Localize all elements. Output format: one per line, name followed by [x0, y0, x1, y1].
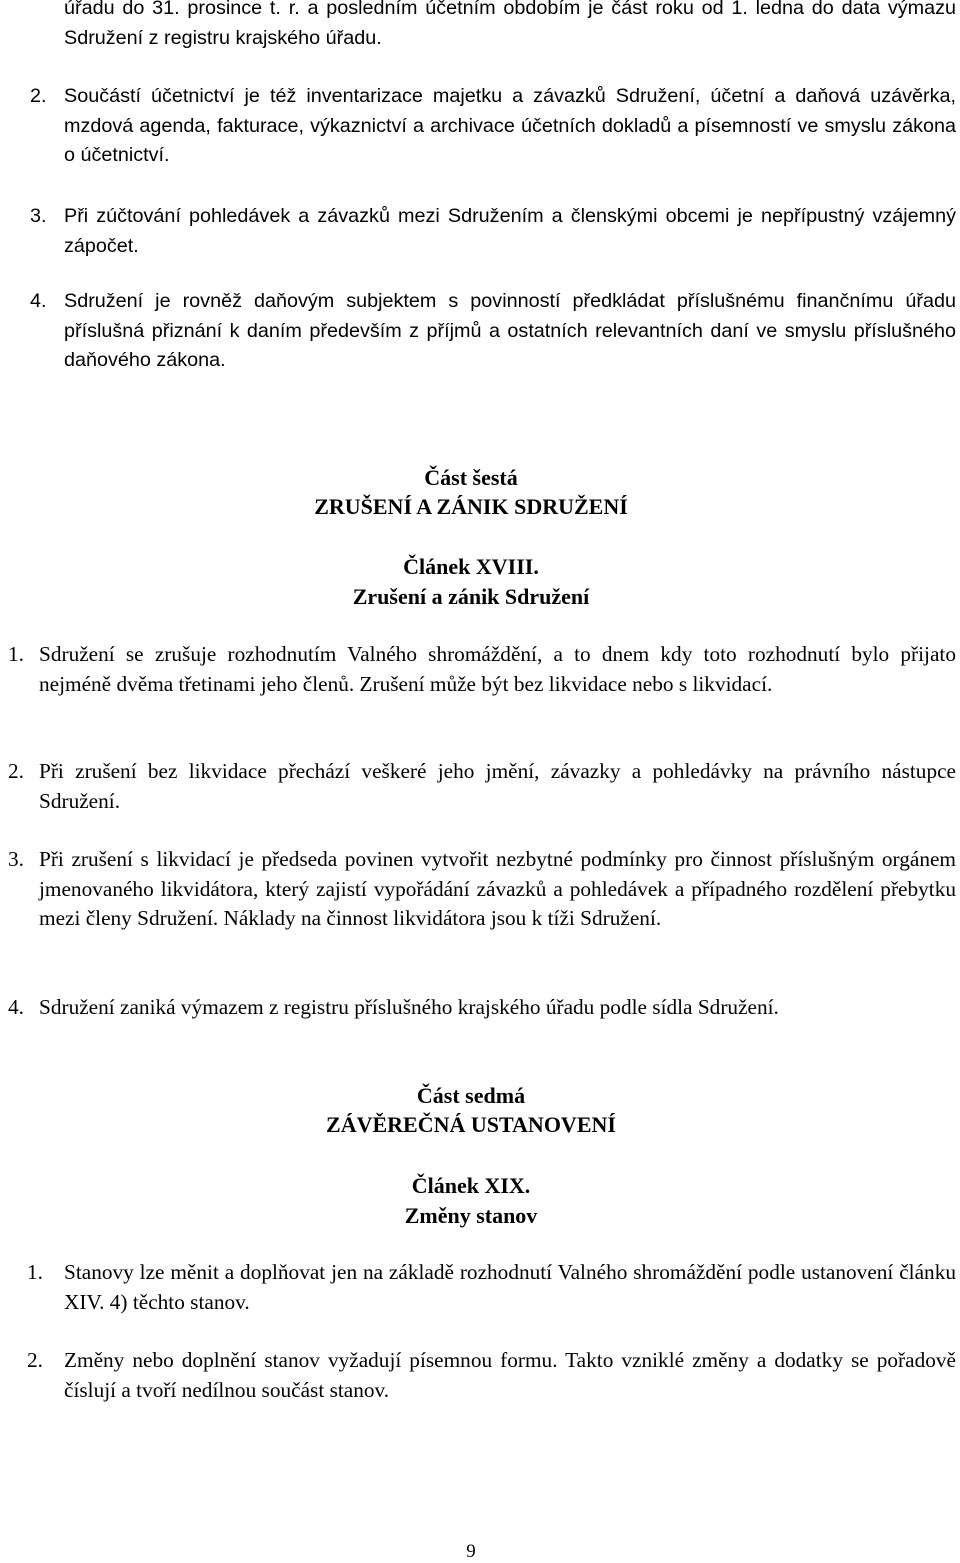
part-heading: Část šestá: [424, 465, 518, 490]
paragraph-text: Při zrušení bez likvidace přechází veškeré jeho jmění, závazky a pohledávky na právního nástupce Sdružení.: [39, 759, 956, 813]
item-number: 3.: [8, 847, 24, 871]
paragraph-continuation: [64, 0, 956, 53]
item-number: 1.: [27, 1260, 43, 1284]
paragraph-item: [27, 1258, 956, 1317]
paragraph-item: [8, 845, 956, 934]
paragraph-text: Při zrušení s likvidací je předseda povinen vytvořit nezbytné podmínky pro činnost příslušným orgánem jmenovaného likvidátora, který zajistí vypořádání závazků a pohledávek a případného rozdělení přebytku mezi členy Sdružení. Náklady na činnost likvidátora jsou k tíži Sdružení.: [39, 847, 956, 930]
article-title: Zrušení a zánik Sdružení: [352, 584, 590, 609]
part-title: ZÁVĚREČNÁ USTANOVENÍ: [326, 1112, 616, 1137]
paragraph-item: [30, 202, 956, 261]
item-number: 4.: [30, 290, 47, 312]
paragraph-text: Při zúčtování pohledávek a závazků mezi Sdružením a členskými obcemi je nepřípustný vzájemný zápočet.: [64, 205, 956, 257]
paragraph-item: [8, 640, 956, 699]
paragraph-text: Sdružení je rovněž daňovým subjektem s povinností předkládat příslušnému finančnímu úřadu příslušná přiznání k daním především z příjmů a ostatních relevantních daní ve smyslu příslušného daňového zákona.: [64, 290, 956, 371]
paragraph-text: Změny nebo doplnění stanov vyžadují písemnou formu. Takto vzniklé změny a dodatky se pořadově číslují a tvoří nedílnou součást stanov.: [64, 1348, 956, 1402]
paragraph-text: Sdružení se zrušuje rozhodnutím Valného shromáždění, a to dnem kdy toto rozhodnutí bylo přijato nejméně dvěma třetinami jeho členů. Zrušení může být bez likvidace nebo s likvidací.: [39, 642, 956, 696]
item-number: 4.: [8, 995, 24, 1019]
paragraph-item: [27, 1346, 956, 1405]
paragraph-item: [30, 287, 956, 376]
item-number: 2.: [8, 759, 24, 783]
paragraph-item: [8, 993, 956, 1023]
item-number: 1.: [8, 642, 24, 666]
paragraph-item: [30, 82, 956, 171]
item-number: 2.: [30, 85, 47, 107]
paragraph-text: úřadu do 31. prosince t. r. a posledním účetním obdobím je část roku od 1. ledna do data výmazu Sdružení z registru krajského úřadu.: [64, 0, 956, 49]
article-heading: Článek XIX.: [411, 1173, 531, 1198]
paragraph-item: [8, 757, 956, 816]
item-number: 2.: [27, 1348, 43, 1372]
part-title: ZRUŠENÍ A ZÁNIK SDRUŽENÍ: [314, 494, 628, 519]
paragraph-text: Sdružení zaniká výmazem z registru příslušného krajského úřadu podle sídla Sdružení.: [39, 995, 779, 1019]
item-number: 3.: [30, 205, 47, 227]
page-number: 9: [466, 1541, 476, 1562]
article-title: Změny stanov: [404, 1203, 538, 1228]
paragraph-text: Stanovy lze měnit a doplňovat jen na základě rozhodnutí Valného shromáždění podle ustanovení článku XIV. 4) těchto stanov.: [64, 1260, 956, 1314]
part-heading: Část sedmá: [416, 1083, 526, 1108]
article-heading: Článek XVIII.: [403, 554, 539, 579]
paragraph-text: Součástí účetnictví je též inventarizace majetku a závazků Sdružení, účetní a daňová uzávěrka, mzdová agenda, fakturace, výkaznictví a archivace účetních dokladů a písemností ve smyslu zákona o účetnictví.: [64, 85, 956, 166]
